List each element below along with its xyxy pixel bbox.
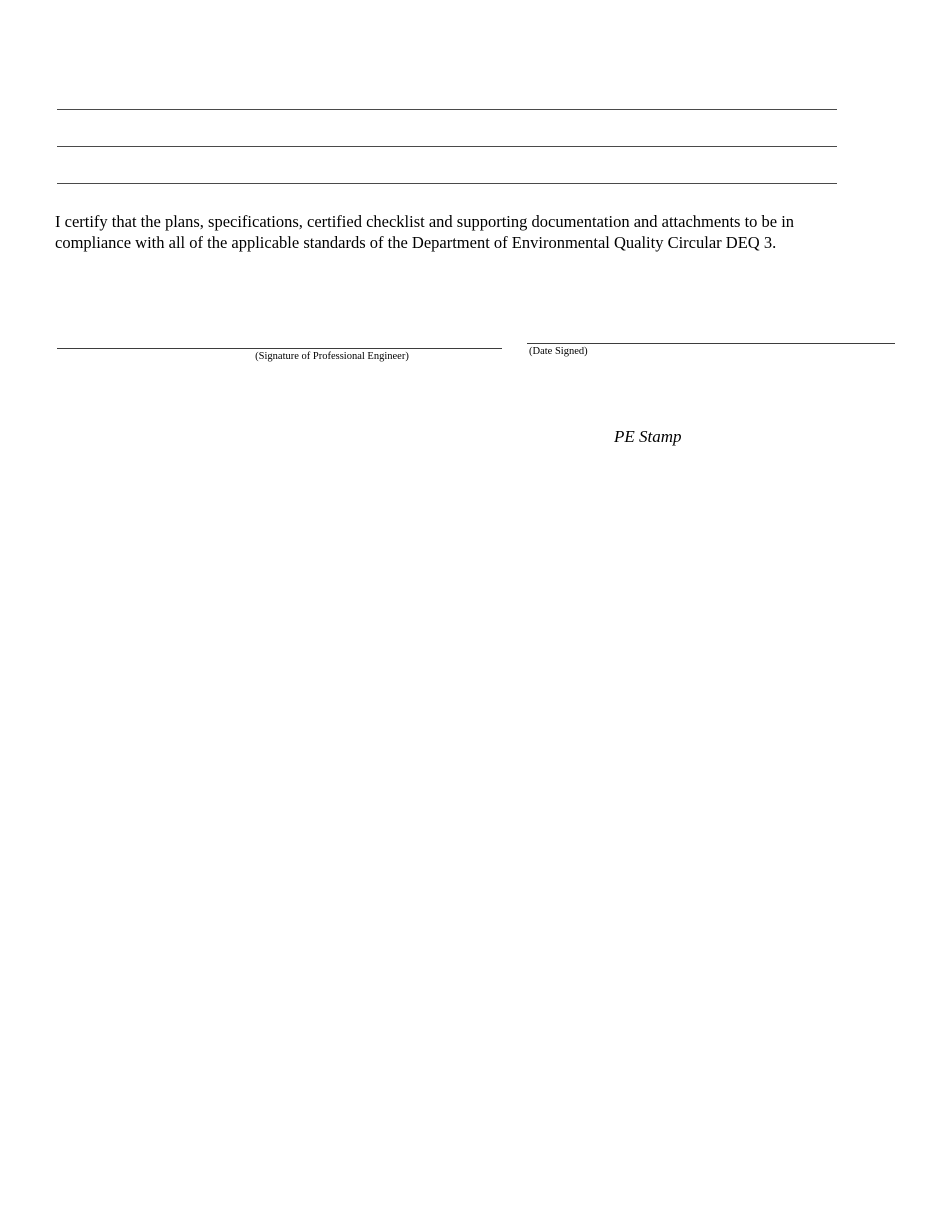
certification-paragraph	[55, 212, 894, 253]
date-input-line[interactable]	[527, 343, 895, 344]
pe-stamp-label: PE Stamp	[614, 427, 682, 446]
blank-line-1[interactable]	[57, 74, 837, 110]
certification-line-1: I certify that the plans, specifications, certified checklist and supporting documentation and attachments to be in	[55, 212, 795, 231]
date-caption: (Date Signed)	[529, 346, 588, 357]
signature-caption: (Signature of Professional Engineer)	[255, 351, 409, 362]
signature-block	[57, 330, 897, 370]
certification-line-2: compliance with all of the applicable standards of the Department of Environmental Quality Circular DEQ 3.	[55, 232, 777, 252]
signature-input-line[interactable]	[57, 348, 502, 349]
blank-line-3[interactable]	[57, 147, 837, 184]
blank-line-2[interactable]	[57, 110, 837, 147]
blank-fill-in-lines	[57, 74, 837, 184]
